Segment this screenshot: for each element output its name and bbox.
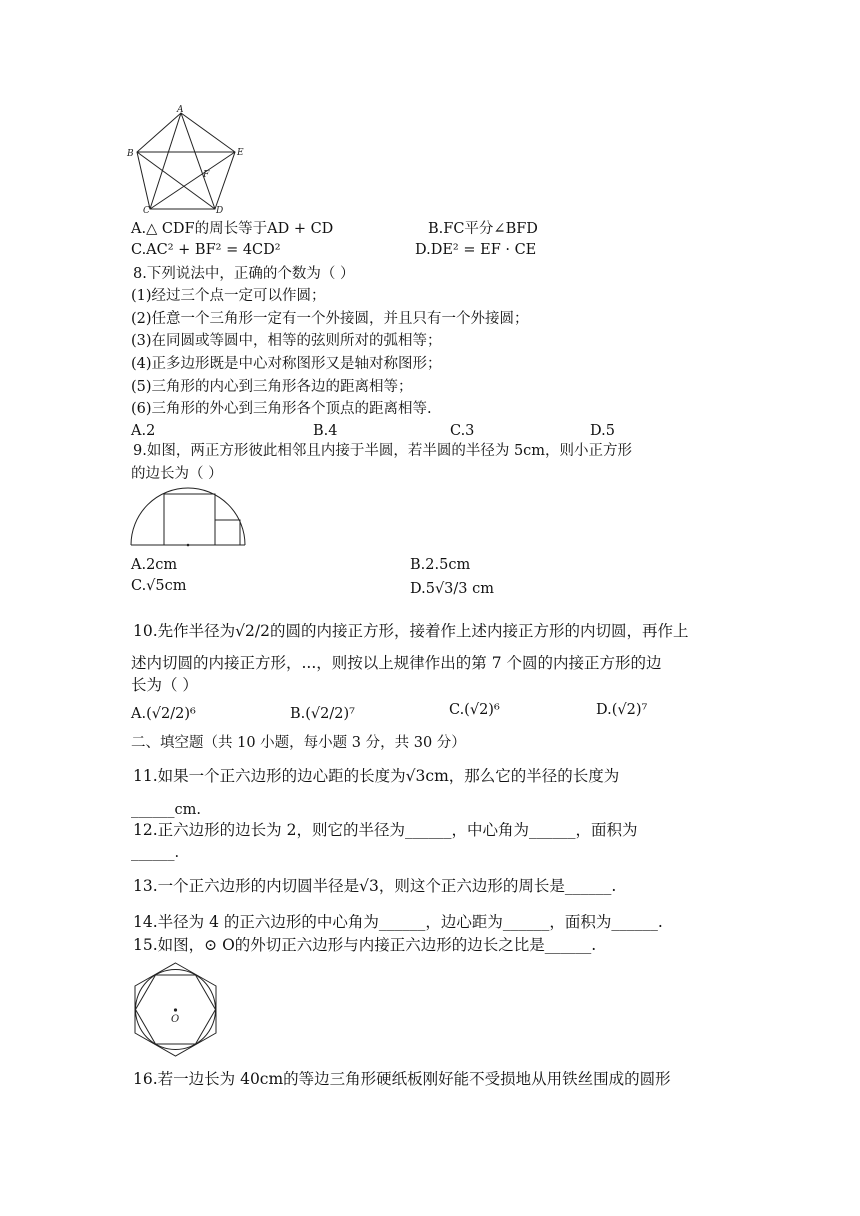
q8-option-b: B.4	[313, 423, 338, 439]
q9-option-d: D.5√3/3 cm	[410, 581, 494, 597]
q12-line1: 12.正六边形的边长为 2，则它的半径为______，中心角为______，面积为	[133, 821, 638, 839]
q16-text: 16.若一边长为 40cm的等边三角形硬纸板刚好能不受损地从用铁丝围成的圆形	[133, 1070, 671, 1088]
q10-stem-line3: 长为（ ）	[131, 676, 198, 694]
q9-option-b: B.2.5cm	[410, 557, 471, 573]
hexagon-circle-figure	[128, 960, 223, 1060]
q8-item-1: (1)经过三个点一定可以作圆；	[131, 288, 326, 304]
q8-option-a: A.2	[131, 423, 156, 439]
q11-line1: 11.如果一个正六边形的边心距的长度为√3cm，那么它的半径的长度为	[133, 767, 620, 785]
q7-option-b: B.FC平分∠BFD	[428, 221, 538, 237]
label-c: C	[143, 206, 150, 215]
label-f: F	[203, 170, 210, 180]
q14-text: 14.半径为 4 的正六边形的中心角为______，边心距为______，面积为______.	[133, 913, 663, 931]
q7-option-a: A.△ CDF的周长等于AD + CD	[131, 221, 334, 237]
q10-option-a: A.(√2/2)⁶	[131, 706, 196, 722]
q13-text: 13.一个正六边形的内切圆半径是√3，则这个正六边形的周长是______.	[133, 877, 617, 895]
label-a: A	[177, 105, 184, 115]
q10-option-c: C.(√2)⁶	[449, 702, 500, 718]
pentagon-figure	[125, 105, 245, 215]
q12-line2: ______.	[131, 845, 180, 861]
center-label-o: O	[171, 1014, 180, 1025]
q11-line2: ______cm.	[131, 802, 201, 818]
q15-stem: 15.如图，⊙ O的外切正六边形与内接正六边形的边长之比是______.	[133, 936, 597, 954]
q7-option-c: C.AC² + BF² = 4CD²	[131, 242, 281, 258]
semicircle-squares-figure	[128, 486, 248, 548]
q8-option-d: D.5	[590, 423, 615, 439]
q8-stem: 8.下列说法中，正确的个数为（ ）	[133, 266, 355, 282]
q10-stem-line2: 述内切圆的内接正方形，...，则按以上规律作出的第 7 个圆的内接正方形的边	[131, 654, 662, 672]
q10-option-d: D.(√2)⁷	[596, 702, 648, 718]
section-2-heading: 二、填空题（共 10 小题，每小题 3 分，共 30 分）	[131, 735, 466, 751]
q9-stem-line2: 的边长为（ ）	[131, 466, 223, 482]
q9-option-c: C.√5cm	[131, 578, 187, 594]
q8-item-6: (6)三角形的外心到三角形各个顶点的距离相等.	[131, 401, 432, 417]
label-e: E	[237, 148, 244, 158]
q8-item-3: (3)在同圆或等圆中，相等的弦则所对的弧相等；	[131, 333, 442, 349]
q9-option-a: A.2cm	[131, 557, 178, 573]
q10-stem-line1: 10.先作半径为√2/2的圆的内接正方形，接着作上述内接正方形的内切圆，再作上	[133, 622, 689, 640]
q7-option-d: D.DE² = EF · CE	[415, 242, 537, 258]
q8-option-c: C.3	[450, 423, 475, 439]
label-b: B	[127, 149, 134, 159]
q8-item-5: (5)三角形的内心到三角形各边的距离相等；	[131, 379, 413, 395]
q8-item-2: (2)任意一个三角形一定有一个外接圆，并且只有一个外接圆；	[131, 311, 529, 327]
q9-stem-line1: 9.如图，两正方形彼此相邻且内接于半圆，若半圆的半径为 5cm，则小正方形	[133, 443, 633, 459]
q8-item-4: (4)正多边形既是中心对称图形又是轴对称图形；	[131, 356, 442, 372]
label-d: D	[216, 206, 224, 215]
q10-option-b: B.(√2/2)⁷	[290, 706, 355, 722]
